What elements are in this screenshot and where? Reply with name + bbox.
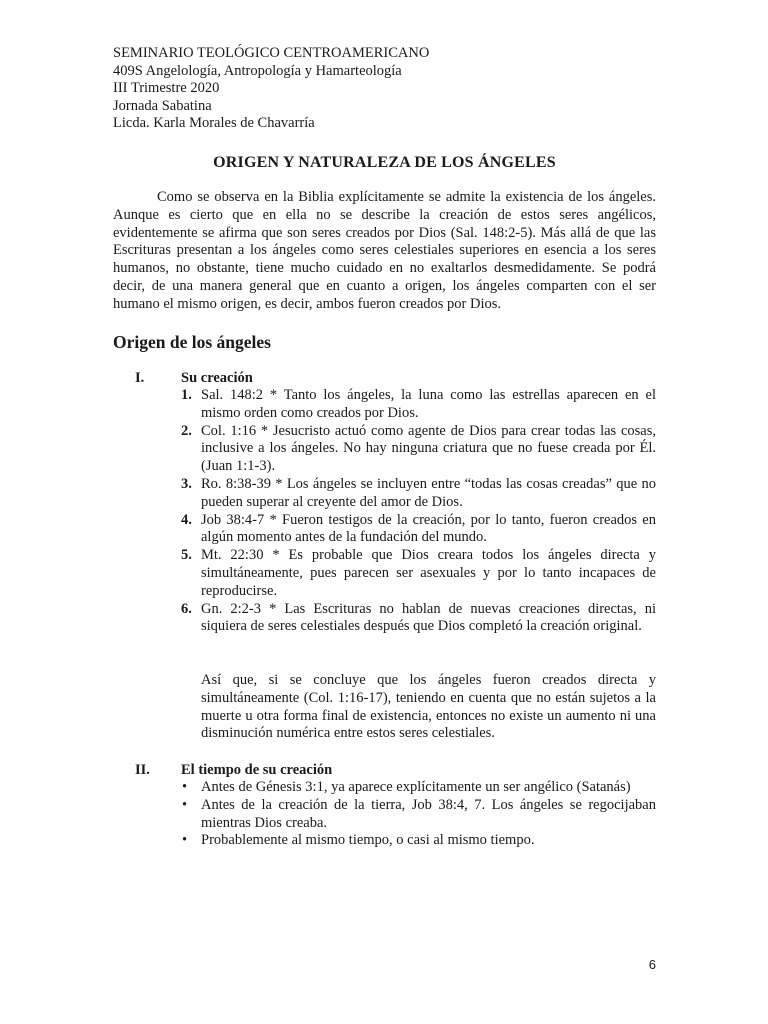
list-item bbox=[113, 779, 656, 797]
header-course: 409S Angelología, Antropología y Hamarteología bbox=[113, 62, 402, 79]
list-item bbox=[113, 601, 656, 637]
list-item-text: Antes de Génesis 3:1, ya aparece explícitamente un ser angélico (Satanás) bbox=[201, 779, 631, 795]
list-item-text: Job 38:4-7 * Fueron testigos de la creación, por lo tanto, fueron creados en algún momento antes de la fundación del mundo. bbox=[201, 511, 656, 546]
page-number: 6 bbox=[648, 957, 656, 972]
list-item bbox=[113, 832, 656, 850]
bullet-icon: • bbox=[182, 796, 188, 813]
list-item bbox=[113, 512, 656, 548]
list-item bbox=[113, 797, 656, 833]
header-schedule: Jornada Sabatina bbox=[113, 97, 212, 114]
list-item-text: Sal. 148:2 * Tanto los ángeles, la luna como las estrellas aparecen en el mismo orden como creados por Dios. bbox=[201, 387, 656, 421]
header-instructor: Licda. Karla Morales de Chavarría bbox=[113, 115, 315, 131]
list-item-text: Gn. 2:2-3 * Las Escrituras no hablan de nuevas creaciones directas, ni siquiera de seres celestiales después que Dios completó la creación original. bbox=[201, 600, 656, 635]
list-item-number: 2. bbox=[181, 422, 192, 439]
list-item-number: 1. bbox=[181, 387, 192, 403]
list-item-number: 3. bbox=[181, 475, 192, 492]
section-ii-numeral: II. bbox=[135, 762, 150, 778]
list-item-text: Antes de la creación de la tierra, Job 38:4, 7. Los ángeles se regocijaban mientras Dios creaba. bbox=[201, 796, 656, 831]
list-item bbox=[113, 476, 656, 512]
list-item-number: 6. bbox=[181, 600, 192, 617]
bullet-icon: • bbox=[182, 779, 188, 795]
header-term: III Trimestre 2020 bbox=[113, 80, 220, 96]
header-institution: SEMINARIO TEOLÓGICO CENTROAMERICANO bbox=[113, 45, 430, 61]
section-i-title: Su creación bbox=[181, 370, 253, 386]
list-item-text: Probablemente al mismo tiempo, o casi al mismo tiempo. bbox=[201, 832, 535, 849]
document-title: ORIGEN Y NATURALEZA DE LOS ÁNGELES bbox=[213, 154, 556, 171]
closing-paragraph: Así que, si se concluye que los ángeles fueron creados directa y simultáneamente (Col. 1:16-17), teniendo en cuenta que no están sujetos a la muerte u otra forma final de existencia, entonces no existe un aumento ni una disminución numérica entre estos seres celestiales. bbox=[201, 672, 656, 742]
list-item-text: Ro. 8:38-39 * Los ángeles se incluyen entre “todas las cosas creadas” que no pueden superar al creyente del amor de Dios. bbox=[201, 475, 656, 510]
list-item-text: Col. 1:16 * Jesucristo actuó como agente de Dios para crear todas las cosas, inclusive a los ángeles. No hay ninguna criatura que no fuese creada por Él. (Juan 1:1-3). bbox=[201, 422, 656, 475]
section-heading: Origen de los ángeles bbox=[113, 332, 271, 352]
intro-paragraph: Como se observa en la Biblia explícitamente se admite la existencia de los ángeles. Aunque es cierto que en ella no se describe la creación de estos seres angélicos, evidentemente se afirma que son seres creados por Dios (Sal. 148:2-5). Más allá de que las Escrituras presentan a los ángeles como seres celestiales superiores en esencia a los seres humanos, no obstante, tiene mucho cuidado en no exaltarlos desmedidamente. Se podrá decir, de una manera general que en cuanto a origen, los ángeles comparten con el ser humano el mismo origen, es decir, ambos fueron creados por Dios. bbox=[113, 189, 656, 312]
list-item bbox=[113, 547, 656, 600]
bullet-icon: • bbox=[182, 832, 188, 849]
list-item-number: 5. bbox=[181, 547, 192, 564]
section-i-numeral: I. bbox=[135, 370, 145, 386]
creation-list bbox=[113, 387, 656, 636]
document-header bbox=[113, 45, 429, 133]
list-item-text: Mt. 22:30 * Es probable que Dios creara todos los ángeles directa y simultáneamente, pues parecen ser asexuales y por lo tanto incapaces de reproducirse. bbox=[201, 547, 656, 599]
list-item bbox=[113, 387, 656, 423]
section-ii-title: El tiempo de su creación bbox=[181, 762, 333, 778]
list-item bbox=[113, 423, 656, 476]
list-item-number: 4. bbox=[181, 511, 192, 528]
creation-time-list bbox=[113, 779, 656, 850]
